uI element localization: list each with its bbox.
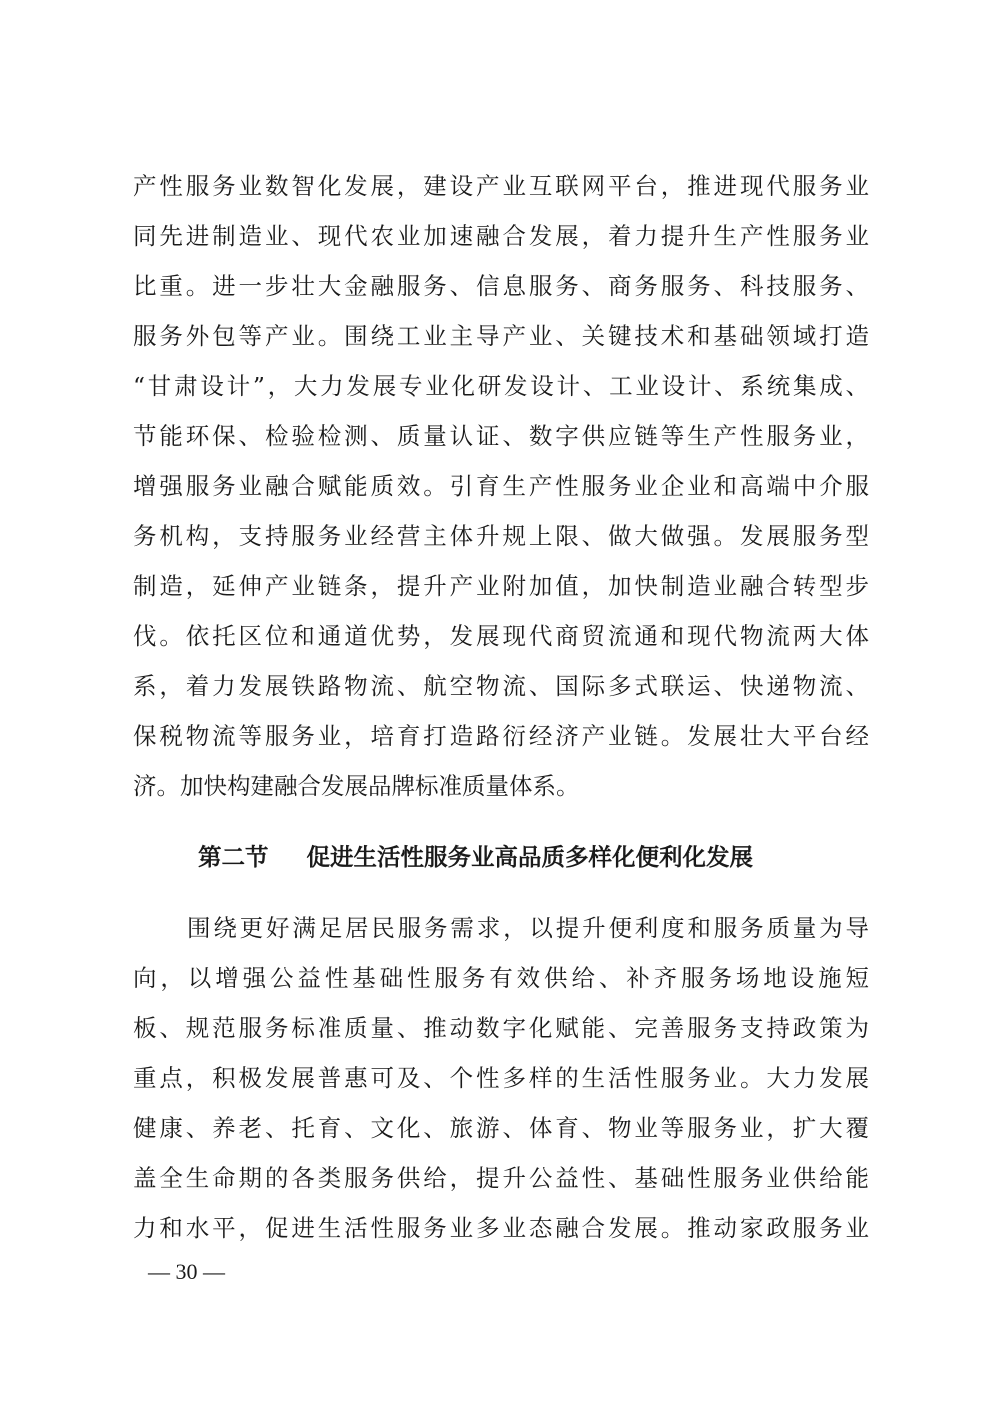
paragraph-line: 伐。依托区位和通道优势，发展现代商贸流通和现代物流两大体: [133, 622, 869, 650]
paragraph-line: 制造，延伸产业链条，提升产业附加值，加快制造业融合转型步: [133, 572, 869, 600]
section-number: 第二节: [198, 843, 269, 871]
paragraph-line: 系，着力发展铁路物流、航空物流、国际多式联运、快递物流、: [133, 672, 869, 700]
paragraph-line: “甘肃设计”，大力发展专业化研发设计、工业设计、系统集成、: [133, 372, 869, 400]
paragraph-line: 同先进制造业、现代农业加速融合发展，着力提升生产性服务业: [133, 222, 869, 250]
paragraph-line: 服务外包等产业。围绕工业主导产业、关键技术和基础领域打造: [133, 322, 869, 350]
paragraph-line: 比重。进一步壮大金融服务、信息服务、商务服务、科技服务、: [133, 272, 869, 300]
paragraph-line: 向，以增强公益性基础性服务有效供给、补齐服务场地设施短: [133, 964, 869, 992]
paragraph-line: 增强服务业融合赋能质效。引育生产性服务业企业和高端中介服: [133, 472, 869, 500]
section-heading: [198, 832, 898, 882]
paragraph-line: 围绕更好满足居民服务需求，以提升便利度和服务质量为导: [187, 914, 869, 942]
paragraph-line: 节能环保、检验检测、质量认证、数字供应链等生产性服务业，: [133, 422, 869, 450]
paragraph-line: 产性服务业数智化发展，建设产业互联网平台，推进现代服务业: [133, 172, 869, 200]
paragraph-line: 盖全生命期的各类服务供给，提升公益性、基础性服务业供给能: [133, 1164, 869, 1192]
section-title: 促进生活性服务业高品质多样化便利化发展: [306, 843, 753, 871]
paragraph-line: 保税物流等服务业，培育打造路衍经济产业链。发展壮大平台经: [133, 722, 869, 750]
paragraph-line: 板、规范服务标准质量、推动数字化赋能、完善服务支持政策为: [133, 1014, 869, 1042]
paragraph-line: 务机构，支持服务业经营主体升规上限、做大做强。发展服务型: [133, 522, 869, 550]
paragraph-line: 力和水平，促进生活性服务业多业态融合发展。推动家政服务业: [133, 1214, 869, 1242]
paragraph-line: 重点，积极发展普惠可及、个性多样的生活性服务业。大力发展: [133, 1064, 869, 1092]
paragraph-line: 健康、养老、托育、文化、旅游、体育、物业等服务业，扩大覆: [133, 1114, 869, 1142]
paragraph-line: 济。加快构建融合发展品牌标准质量体系。: [133, 772, 580, 800]
page-number: — 30 —: [148, 1259, 225, 1284]
